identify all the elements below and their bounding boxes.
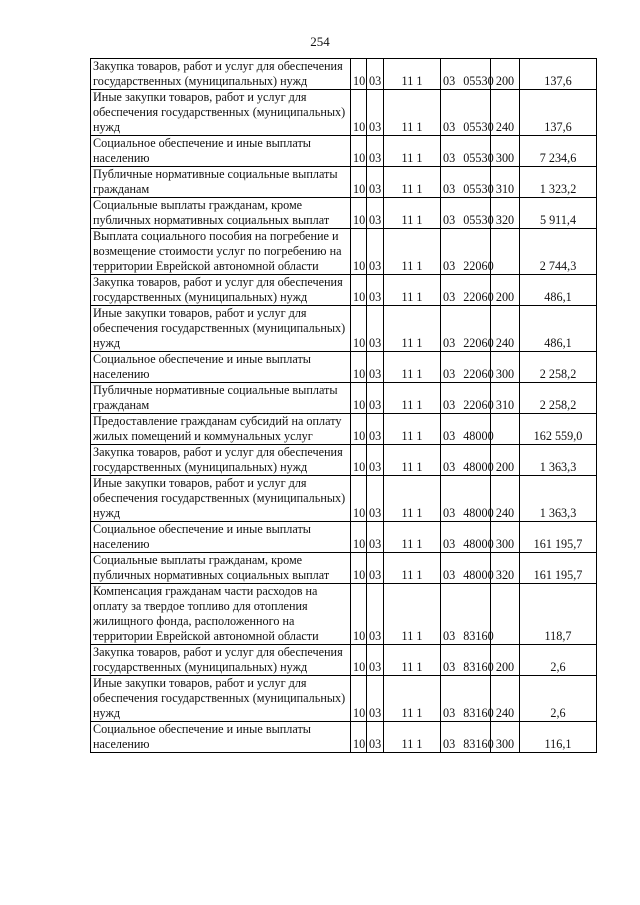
row-expense-type: 310	[491, 167, 520, 198]
table-row	[91, 275, 597, 306]
row-target-code-part2: 05530	[463, 151, 494, 165]
row-target-code-part2: 83160	[463, 660, 494, 674]
row-expense-type: 200	[491, 445, 520, 476]
row-name: Компенсация гражданам части расходов на оплату за твердое топливо для отопления жилищного фонда, расположенного на территории Еврейской автономной области	[91, 584, 351, 645]
row-subsection: 03	[367, 584, 384, 645]
row-program-code: 11 1	[384, 383, 441, 414]
row-target-code	[441, 352, 494, 383]
row-section: 10	[351, 553, 367, 584]
row-subsection: 03	[367, 445, 384, 476]
row-name: Иные закупки товаров, работ и услуг для обеспечения государственных (муниципальных) нужд	[91, 306, 351, 352]
row-target-code-part1: 03	[443, 568, 456, 582]
row-target-code	[441, 676, 494, 722]
table-row	[91, 414, 597, 445]
row-amount: 7 234,6	[520, 136, 597, 167]
row-subsection: 03	[367, 167, 384, 198]
table-row	[91, 722, 597, 753]
table-row	[91, 476, 597, 522]
page-number: 254	[310, 34, 330, 49]
row-section: 10	[351, 59, 367, 90]
table-row	[91, 553, 597, 584]
row-program-code: 11 1	[384, 645, 441, 676]
row-program-code: 11 1	[384, 553, 441, 584]
row-section: 10	[351, 198, 367, 229]
row-section: 10	[351, 90, 367, 136]
table-row	[91, 645, 597, 676]
row-program-code: 11 1	[384, 352, 441, 383]
row-section: 10	[351, 476, 367, 522]
row-amount: 137,6	[520, 90, 597, 136]
budget-table-body	[91, 59, 597, 753]
row-expense-type: 320	[491, 553, 520, 584]
row-target-code-part1: 03	[443, 460, 456, 474]
row-section: 10	[351, 352, 367, 383]
row-subsection: 03	[367, 275, 384, 306]
row-subsection: 03	[367, 136, 384, 167]
row-target-code	[441, 645, 494, 676]
row-section: 10	[351, 306, 367, 352]
row-amount: 2 258,2	[520, 352, 597, 383]
row-target-code	[441, 59, 494, 90]
row-target-code	[441, 306, 494, 352]
row-program-code: 11 1	[384, 445, 441, 476]
row-target-code-part1: 03	[443, 336, 456, 350]
row-expense-type: 300	[491, 722, 520, 753]
row-amount: 486,1	[520, 275, 597, 306]
row-target-code	[441, 584, 494, 645]
row-target-code-part2: 05530	[463, 120, 494, 134]
table-row	[91, 198, 597, 229]
row-program-code: 11 1	[384, 414, 441, 445]
row-target-code-part2: 48000	[463, 429, 494, 443]
row-amount: 2 744,3	[520, 229, 597, 275]
row-target-code-part1: 03	[443, 290, 456, 304]
row-target-code-part1: 03	[443, 537, 456, 551]
row-amount: 161 195,7	[520, 522, 597, 553]
row-target-code-part1: 03	[443, 259, 456, 273]
row-subsection: 03	[367, 476, 384, 522]
row-amount: 1 323,2	[520, 167, 597, 198]
row-target-code-part2: 48000	[463, 460, 494, 474]
row-target-code-part1: 03	[443, 367, 456, 381]
row-name: Публичные нормативные социальные выплаты гражданам	[91, 383, 351, 414]
row-amount: 1 363,3	[520, 476, 597, 522]
row-target-code	[441, 522, 494, 553]
row-program-code: 11 1	[384, 229, 441, 275]
row-program-code: 11 1	[384, 676, 441, 722]
row-program-code: 11 1	[384, 90, 441, 136]
row-program-code: 11 1	[384, 275, 441, 306]
row-name: Закупка товаров, работ и услуг для обеспечения государственных (муниципальных) нужд	[91, 445, 351, 476]
row-target-code-part2: 48000	[463, 537, 494, 551]
row-name: Социальное обеспечение и иные выплаты населению	[91, 136, 351, 167]
row-subsection: 03	[367, 229, 384, 275]
table-row	[91, 522, 597, 553]
row-section: 10	[351, 445, 367, 476]
row-target-code-part1: 03	[443, 506, 456, 520]
row-target-code-part1: 03	[443, 151, 456, 165]
row-section: 10	[351, 136, 367, 167]
row-amount: 1 363,3	[520, 445, 597, 476]
row-name: Закупка товаров, работ и услуг для обеспечения государственных (муниципальных) нужд	[91, 59, 351, 90]
row-subsection: 03	[367, 59, 384, 90]
row-section: 10	[351, 676, 367, 722]
row-name: Публичные нормативные социальные выплаты гражданам	[91, 167, 351, 198]
row-target-code-part2: 22060	[463, 259, 494, 273]
row-target-code-part1: 03	[443, 629, 456, 643]
row-expense-type: 200	[491, 645, 520, 676]
row-expense-type: 200	[491, 59, 520, 90]
row-subsection: 03	[367, 306, 384, 352]
row-name: Социальное обеспечение и иные выплаты населению	[91, 522, 351, 553]
row-program-code: 11 1	[384, 306, 441, 352]
row-name: Выплата социального пособия на погребение и возмещение стоимости услуг по погребению на территории Еврейской автономной области	[91, 229, 351, 275]
row-target-code-part2: 83160	[463, 737, 494, 751]
row-expense-type: 240	[491, 676, 520, 722]
row-program-code: 11 1	[384, 584, 441, 645]
budget-table	[90, 58, 597, 753]
row-program-code: 11 1	[384, 167, 441, 198]
row-target-code-part1: 03	[443, 182, 456, 196]
table-row	[91, 306, 597, 352]
row-target-code-part2: 48000	[463, 568, 494, 582]
row-amount: 5 911,4	[520, 198, 597, 229]
table-row	[91, 445, 597, 476]
row-target-code	[441, 275, 494, 306]
row-section: 10	[351, 584, 367, 645]
row-target-code	[441, 90, 494, 136]
row-target-code	[441, 198, 494, 229]
row-expense-type	[491, 584, 520, 645]
table-row	[91, 167, 597, 198]
row-name: Социальные выплаты гражданам, кроме публичных нормативных социальных выплат	[91, 553, 351, 584]
row-target-code-part1: 03	[443, 398, 456, 412]
row-amount: 137,6	[520, 59, 597, 90]
row-target-code	[441, 229, 494, 275]
row-target-code-part2: 05530	[463, 182, 494, 196]
row-target-code-part2: 22060	[463, 336, 494, 350]
row-expense-type: 240	[491, 306, 520, 352]
row-amount: 2,6	[520, 676, 597, 722]
row-name: Предоставление гражданам субсидий на оплату жилых помещений и коммунальных услуг	[91, 414, 351, 445]
row-name: Социальные выплаты гражданам, кроме публичных нормативных социальных выплат	[91, 198, 351, 229]
row-subsection: 03	[367, 198, 384, 229]
row-amount: 161 195,7	[520, 553, 597, 584]
row-subsection: 03	[367, 414, 384, 445]
table-row	[91, 352, 597, 383]
row-target-code-part1: 03	[443, 706, 456, 720]
row-amount: 2,6	[520, 645, 597, 676]
row-section: 10	[351, 522, 367, 553]
row-target-code-part1: 03	[443, 737, 456, 751]
row-expense-type: 300	[491, 136, 520, 167]
row-target-code-part2: 22060	[463, 398, 494, 412]
row-subsection: 03	[367, 645, 384, 676]
row-subsection: 03	[367, 522, 384, 553]
row-name: Иные закупки товаров, работ и услуг для обеспечения государственных (муниципальных) нужд	[91, 476, 351, 522]
row-target-code	[441, 553, 494, 584]
row-target-code-part1: 03	[443, 660, 456, 674]
row-amount: 118,7	[520, 584, 597, 645]
row-target-code	[441, 136, 494, 167]
row-name: Иные закупки товаров, работ и услуг для обеспечения государственных (муниципальных) нужд	[91, 90, 351, 136]
row-target-code-part1: 03	[443, 213, 456, 227]
row-name: Иные закупки товаров, работ и услуг для обеспечения государственных (муниципальных) нужд	[91, 676, 351, 722]
row-target-code	[441, 414, 494, 445]
row-subsection: 03	[367, 676, 384, 722]
row-program-code: 11 1	[384, 476, 441, 522]
row-program-code: 11 1	[384, 136, 441, 167]
row-target-code	[441, 383, 494, 414]
row-target-code-part1: 03	[443, 120, 456, 134]
row-amount: 116,1	[520, 722, 597, 753]
table-row	[91, 229, 597, 275]
row-expense-type	[491, 414, 520, 445]
row-section: 10	[351, 645, 367, 676]
row-amount: 2 258,2	[520, 383, 597, 414]
row-section: 10	[351, 414, 367, 445]
row-target-code-part1: 03	[443, 429, 456, 443]
row-target-code-part2: 83160	[463, 706, 494, 720]
row-program-code: 11 1	[384, 522, 441, 553]
row-expense-type	[491, 229, 520, 275]
row-name: Социальное обеспечение и иные выплаты населению	[91, 722, 351, 753]
row-name: Закупка товаров, работ и услуг для обеспечения государственных (муниципальных) нужд	[91, 645, 351, 676]
row-target-code-part2: 22060	[463, 290, 494, 304]
row-section: 10	[351, 167, 367, 198]
row-program-code: 11 1	[384, 722, 441, 753]
row-target-code-part2: 83160	[463, 629, 494, 643]
row-program-code: 11 1	[384, 198, 441, 229]
row-target-code-part2: 05530	[463, 74, 494, 88]
row-amount: 486,1	[520, 306, 597, 352]
row-subsection: 03	[367, 722, 384, 753]
row-expense-type: 310	[491, 383, 520, 414]
table-row	[91, 383, 597, 414]
row-target-code	[441, 476, 494, 522]
row-expense-type: 320	[491, 198, 520, 229]
row-subsection: 03	[367, 90, 384, 136]
row-subsection: 03	[367, 553, 384, 584]
row-amount: 162 559,0	[520, 414, 597, 445]
row-expense-type: 300	[491, 352, 520, 383]
row-target-code	[441, 445, 494, 476]
row-expense-type: 240	[491, 90, 520, 136]
row-program-code: 11 1	[384, 59, 441, 90]
row-target-code-part2: 22060	[463, 367, 494, 381]
row-target-code-part1: 03	[443, 74, 456, 88]
row-target-code-part2: 48000	[463, 506, 494, 520]
table-row	[91, 90, 597, 136]
row-target-code	[441, 722, 494, 753]
row-target-code	[441, 167, 494, 198]
row-target-code-part2: 05530	[463, 213, 494, 227]
row-expense-type: 300	[491, 522, 520, 553]
row-section: 10	[351, 722, 367, 753]
table-row	[91, 136, 597, 167]
row-subsection: 03	[367, 383, 384, 414]
row-name: Закупка товаров, работ и услуг для обеспечения государственных (муниципальных) нужд	[91, 275, 351, 306]
table-row	[91, 59, 597, 90]
row-expense-type: 200	[491, 275, 520, 306]
row-expense-type: 240	[491, 476, 520, 522]
row-section: 10	[351, 275, 367, 306]
table-row	[91, 676, 597, 722]
table-row	[91, 584, 597, 645]
row-subsection: 03	[367, 352, 384, 383]
row-name: Социальное обеспечение и иные выплаты населению	[91, 352, 351, 383]
row-section: 10	[351, 229, 367, 275]
row-section: 10	[351, 383, 367, 414]
